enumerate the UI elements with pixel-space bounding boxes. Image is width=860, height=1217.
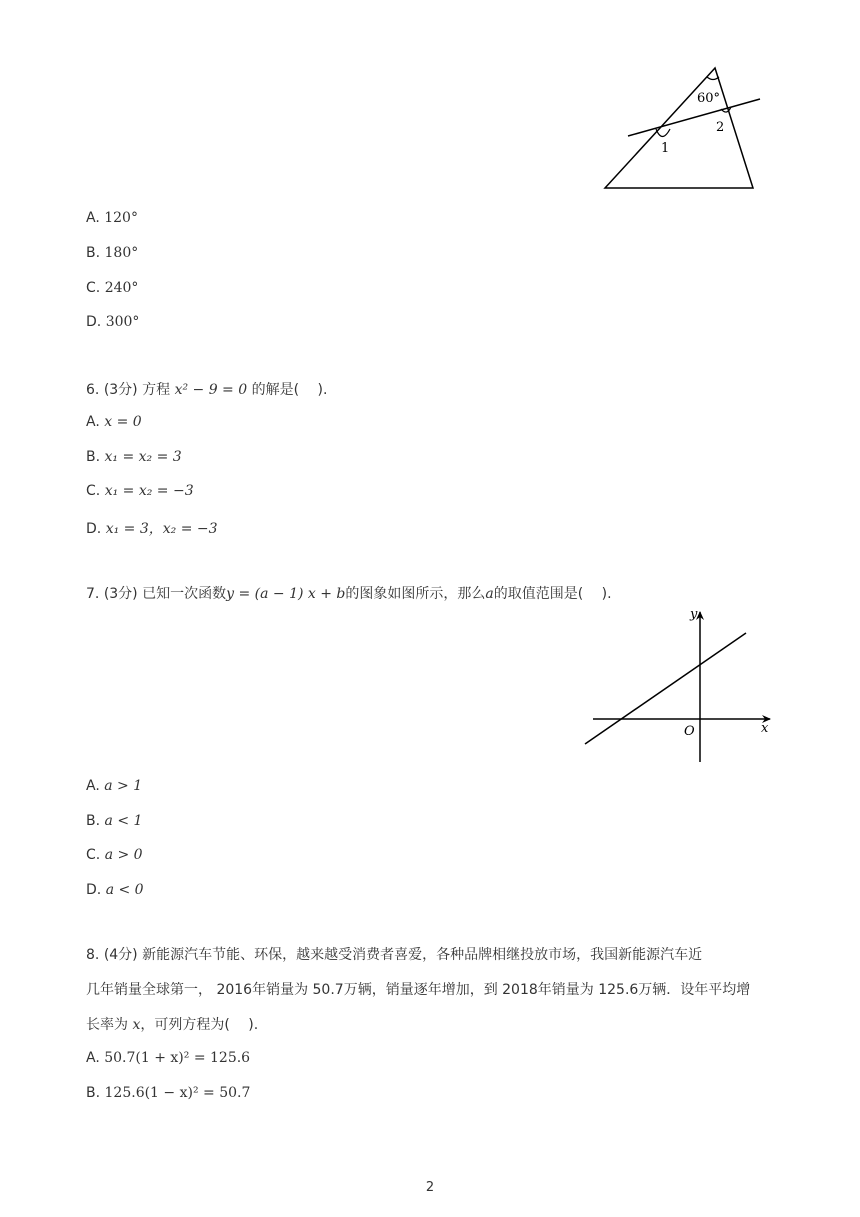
- option-letter: C.: [86, 847, 101, 863]
- q7-option-b[interactable]: [86, 813, 142, 829]
- option-letter: B.: [86, 813, 101, 829]
- q7-stem: [86, 583, 612, 603]
- linear-graph-figure: [580, 604, 775, 766]
- option-text: 240°: [104, 280, 139, 296]
- option-text: 50.7(1 + x)² = 125.6: [104, 1050, 251, 1066]
- q7-option-a[interactable]: [86, 778, 142, 794]
- option-text: x₁ = x₂ = −3: [104, 483, 194, 499]
- option-text: a > 0: [104, 847, 143, 863]
- option-text: x₁ = 3，x₂ = −3: [105, 521, 218, 537]
- question-score: (3分): [103, 586, 138, 602]
- stem-equation: x² − 9 = 0: [174, 382, 248, 398]
- option-letter: B.: [86, 1085, 101, 1101]
- transversal-line: [628, 99, 760, 136]
- q7-option-c[interactable]: [86, 847, 143, 863]
- stem-text: ，可列方程为( ).: [140, 1017, 259, 1033]
- option-text: 125.6(1 − x)² = 50.7: [104, 1085, 251, 1101]
- stem-text: 的图象如图所示，那么: [345, 586, 486, 602]
- angle-1-label: 1: [661, 141, 670, 156]
- option-letter: D.: [86, 882, 102, 898]
- origin-label: O: [684, 724, 695, 739]
- stem-text: 方程: [142, 382, 171, 398]
- q5-option-b[interactable]: [86, 245, 138, 261]
- option-text: x₁ = x₂ = 3: [104, 449, 182, 465]
- q5-option-d[interactable]: [86, 314, 139, 330]
- q8-stem-line-1: [86, 945, 702, 965]
- stem-text: 的取值范围是( ).: [493, 586, 612, 602]
- option-letter: A.: [86, 210, 100, 226]
- q8-stem-line-3: [86, 1015, 258, 1035]
- question-score: (4分): [103, 947, 138, 963]
- stem-text: 新能源汽车节能、环保，越来越受消费者喜爱，各种品牌相继投放市场，我国新能源汽车近: [142, 947, 703, 963]
- stem-text: 的解是( ).: [251, 382, 328, 398]
- q6-option-c[interactable]: [86, 483, 194, 499]
- option-text: x = 0: [104, 414, 142, 430]
- q6-stem: [86, 379, 327, 399]
- option-letter: D.: [86, 521, 102, 537]
- q8-option-a[interactable]: [86, 1050, 250, 1066]
- q6-option-b[interactable]: [86, 449, 182, 465]
- option-text: 120°: [104, 210, 138, 226]
- option-letter: C.: [86, 280, 101, 296]
- angle-2-label: 2: [716, 120, 725, 135]
- x-axis-label: x: [761, 721, 769, 736]
- stem-text: 已知一次函数: [142, 586, 227, 602]
- option-letter: C.: [86, 483, 101, 499]
- question-number: 6.: [86, 382, 100, 398]
- option-text: 180°: [104, 245, 139, 261]
- question-number: 7.: [86, 586, 100, 602]
- option-text: a > 1: [104, 778, 143, 794]
- stem-variable: a: [485, 586, 494, 602]
- stem-text: 长率为: [86, 1017, 128, 1033]
- q6-option-d[interactable]: [86, 518, 218, 538]
- page-number: 2: [425, 1180, 435, 1195]
- option-text: a < 0: [105, 882, 144, 898]
- option-letter: A.: [86, 778, 100, 794]
- option-letter: A.: [86, 1050, 100, 1066]
- option-letter: A.: [86, 414, 100, 430]
- angle-60-label: 60°: [697, 91, 721, 106]
- q5-option-a[interactable]: [86, 210, 138, 226]
- q8-stem-line-2: [86, 980, 750, 1000]
- option-letter: B.: [86, 449, 101, 465]
- q8-option-b[interactable]: [86, 1085, 250, 1101]
- question-score: (3分): [103, 382, 138, 398]
- option-text: 300°: [105, 314, 140, 330]
- stem-text: 几年销量全球第一， 2016年销量为 50.7万辆，销量逐年增加，到 2018年销量为 125.6万辆．设年平均增: [86, 982, 751, 998]
- q6-option-a[interactable]: [86, 414, 142, 430]
- triangle: [605, 68, 753, 188]
- triangle-figure: [600, 62, 770, 194]
- q5-option-c[interactable]: [86, 280, 138, 296]
- option-text: a < 1: [104, 813, 143, 829]
- stem-variable: x: [132, 1017, 141, 1033]
- y-axis-label: y: [690, 607, 698, 622]
- option-letter: D.: [86, 314, 102, 330]
- q7-option-d[interactable]: [86, 882, 144, 898]
- question-number: 8.: [86, 947, 100, 963]
- stem-function: y = (a − 1) x + b: [226, 586, 346, 602]
- option-letter: B.: [86, 245, 101, 261]
- function-line: [585, 633, 746, 744]
